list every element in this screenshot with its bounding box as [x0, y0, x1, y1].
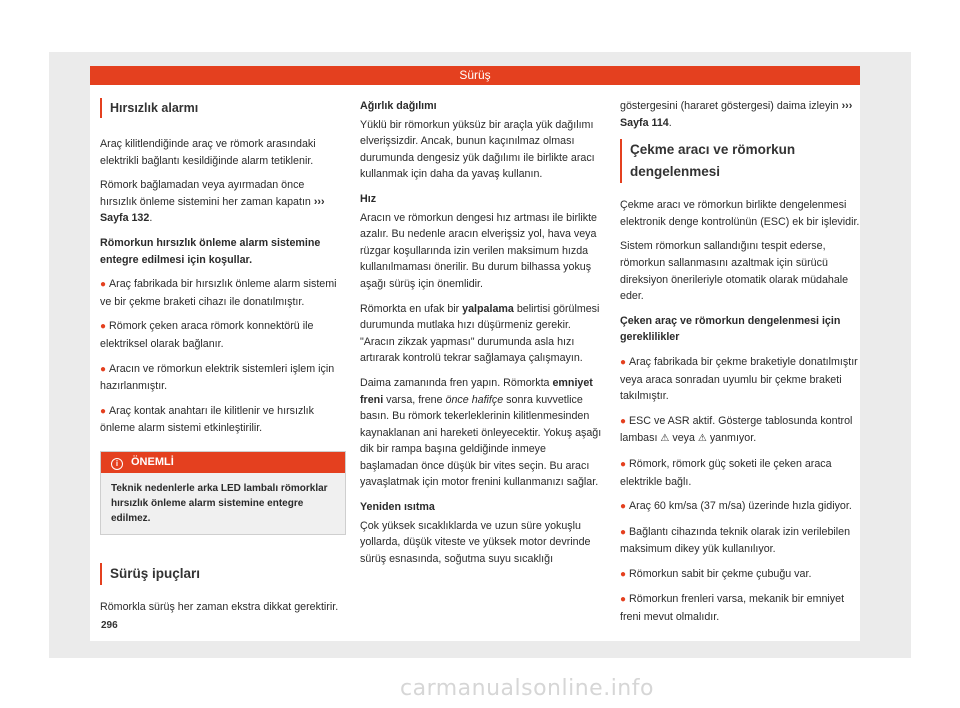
list-item: ● Römorkun frenleri varsa, mekanik bir emniyet freni mevut olmalıdır.	[620, 593, 845, 624]
list-item: ● Bağlantı cihazında teknik olarak izin verilebilen maksimum dikey yük kullanılıyor.	[620, 525, 851, 556]
list-item: ● Araç fabrikada bir hırsızlık önleme alarm sistemi ve bir çekme braketi cihazı ile donatılmıştır.	[100, 278, 337, 308]
esc-warning-icon: ⚠	[660, 433, 670, 445]
column-right	[620, 98, 860, 634]
bullet-icon: ●	[620, 501, 627, 513]
notice-header: i ÖNEMLİ	[101, 452, 345, 473]
bullet-icon: ●	[100, 363, 107, 375]
list-item: ● Araç fabrikada bir çekme braketiyle donatılmıştır veya araca sonradan uyumlu bir çekme braketi takılmıştır.	[620, 355, 858, 403]
column-left	[100, 98, 344, 624]
section-title-stabilization: Çekme aracı ve römorkun dengelenmesi	[620, 139, 860, 183]
chapter-header: Sürüş	[90, 66, 860, 85]
bullet-icon: ●	[620, 356, 627, 368]
paragraph: Araç kilitlendiğinde araç ve römork arasındaki elektrikli bağlantı kesildiğinde alarm tetiklenir.	[100, 138, 316, 167]
watermark: carmanualsonline.info	[400, 676, 654, 701]
page-link[interactable]: ››› Sayfa 132	[100, 195, 325, 225]
page-number: 296	[101, 620, 118, 631]
bullet-icon: ●	[100, 279, 107, 291]
paragraph: Römorkla sürüş her zaman ekstra dikkat gerektirir.	[100, 600, 339, 613]
notice-text: Teknik nedenlerle arka LED lambalı römorklar hırsızlık önleme alarm sistemine entegre edilmez.	[101, 473, 345, 534]
notice-box	[100, 451, 346, 535]
subheading-overheating: Yeniden ısıtma	[360, 501, 435, 514]
bullet-icon: ●	[100, 321, 107, 333]
bullet-icon: ●	[620, 415, 627, 427]
bullet-icon: ●	[100, 405, 107, 417]
paragraph: Yüklü bir römorkun yüksüz bir araçla yük dağılımı elverişsizdir. Ancak, bunun kaçınılmaz olması durumunda dengesiz yük dağılımı ile birlikte aracı kullanmak için daha da yavaş kullanın.	[360, 118, 595, 181]
list-item: ● ESC ve ASR aktif. Gösterge tablosunda kontrol lambası ⚠ veya ⚠ yanmıyor.	[620, 414, 853, 445]
section-title-theft-alarm: Hırsızlık alarmı	[100, 98, 344, 118]
bullet-icon: ●	[620, 458, 627, 470]
paragraph: Çok yüksek sıcaklıklarda ve uzun süre yokuşlu yollarda, düşük viteste ve yüksek motor devrinde sürüş esnasında, soğutma suyu sıcaklığı	[360, 519, 591, 565]
bullet-icon: ●	[620, 594, 627, 606]
paragraph: Sistem römorkun sallandığını tespit ederse, römorkun sallanmasını azaltmak için sürücü direksiyon önerileriyle otomatik olarak müdahale eder.	[620, 240, 849, 303]
section-title-driving-tips: Sürüş ipuçları	[100, 563, 344, 585]
subheading-weight: Ağırlık dağılımı	[360, 100, 437, 112]
subheading: Çeken araç ve römorkun dengelenmesi için gereklilikler	[620, 314, 841, 344]
list-item: ● Araç kontak anahtarı ile kilitlenir ve hırsızlık önleme alarm sistemi etkinleştirilir.	[100, 404, 314, 435]
paragraph: Çekme aracı ve römorkun birlikte dengelenmesi elektronik denge kontrolünün (ESC) ek bir işlevidir.	[620, 199, 860, 228]
paragraph: Römork bağlamadan veya ayırmadan önce hırsızlık önleme sistemini her zaman kapatın ››› Sayfa 132.	[100, 179, 325, 225]
paragraph: Römorkta en ufak bir yalpalama belirtisi görülmesi durumunda mutlaka hızı düşürmeniz gerekir. "Aracın zikzak yapması" durumunda asla hızı artırarak kontrolü tekrar sağlamaya çalışmayın.	[360, 302, 600, 365]
bullet-icon: ●	[620, 526, 627, 538]
subheading-speed: Hız	[360, 192, 377, 205]
paragraph: Daima zamanında fren yapın. Römorkta emniyet freni varsa, frene önce hafifçe sonra kuvvetlice basın. Bu römork tekerleklerinin kilitlenmesinden kaynaklanan ani hareketi önleyecektir. Yokuş aşağı dik bir rampa başına geldiğinde inmeye başlamadan önce düşük bir vites seçin. Bu aracı yavaşlatmak için motor frenini kullanmanızı sağlar.	[360, 376, 602, 489]
paragraph: Aracın ve römorkun dengesi hız artması ile birlikte azalır. Bu nedenle aracın elverişsiz yol, hava veya rüzgar koşullarında izin verilen maksimum hızda kullanılmaması önerilir. Bu durum bilhassa yokuş aşağı sürüş için önemlidir.	[360, 211, 598, 290]
page-link[interactable]: ››› Sayfa 114	[620, 100, 853, 129]
list-item: ● Römorkun sabit bir çekme çubuğu var.	[620, 567, 812, 580]
list-item: ● Aracın ve römorkun elektrik sistemleri işlem için hazırlanmıştır.	[100, 362, 335, 393]
esc-off-icon: ⚠	[697, 433, 707, 445]
list-item: ● Römork, römork güç soketi ile çeken araca elektrikle bağlı.	[620, 457, 832, 488]
paragraph: göstergesini (hararet göstergesi) daima izleyin ››› Sayfa 114.	[620, 100, 853, 129]
list-item: ● Römork çeken araca römork konnektörü ile elektriksel olarak bağlanır.	[100, 320, 314, 350]
bullet-icon: ●	[620, 568, 627, 580]
info-icon: i	[111, 458, 123, 470]
subheading: Römorkun hırsızlık önleme alarm sistemine entegre edilmesi için koşullar.	[100, 236, 321, 266]
list-item: ● Araç 60 km/sa (37 m/sa) üzerinde hızla gidiyor.	[620, 500, 852, 513]
column-middle	[360, 98, 605, 575]
